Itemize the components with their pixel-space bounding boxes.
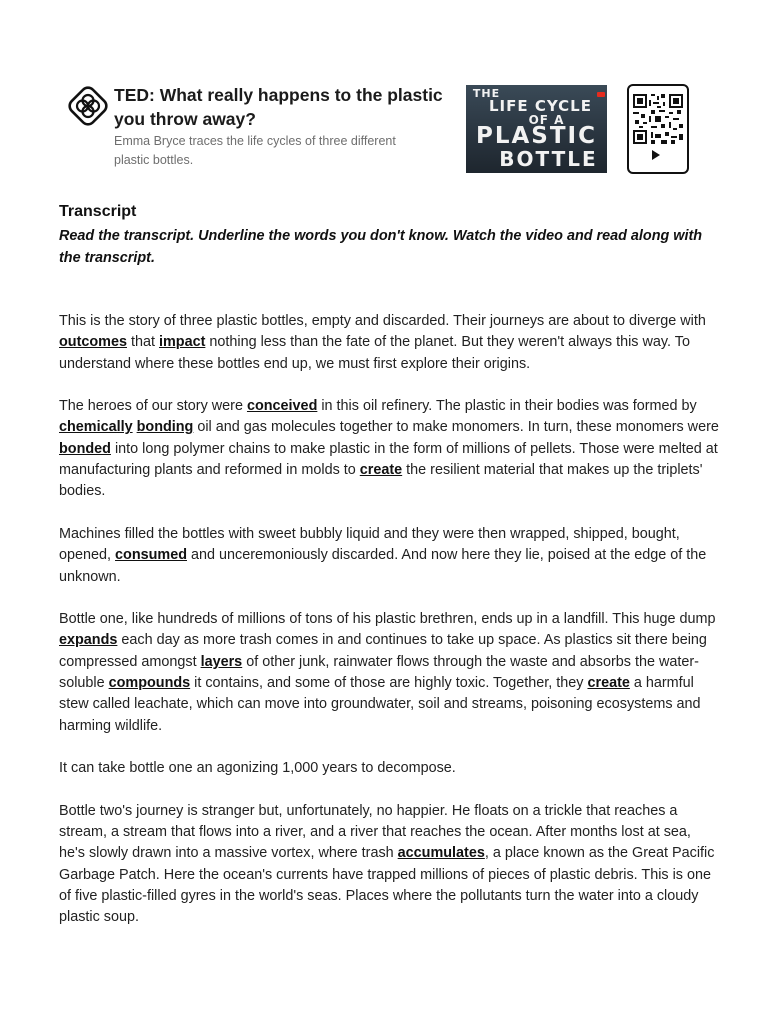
qr-code-card[interactable]: [627, 84, 689, 174]
transcript-text: into long polymer chains to make plastic in the form of millions of pellets. Those were melted at manufacturing plants and reformed in molds to: [59, 440, 718, 479]
vocab-word: consumed: [115, 547, 187, 564]
vocab-word: create: [587, 675, 630, 692]
transcript-text: of other junk, rainwater flows through the waste and absorbs the water-soluble: [59, 653, 699, 692]
thumbnail-text: PLASTIC: [475, 123, 597, 149]
thumbnail-text: THE: [472, 87, 501, 100]
transcript-text: The heroes of our story were: [59, 398, 247, 415]
transcript-text: , a place known as the Great Pacific Garbage Patch. Here the ocean's currents have trapped millions of pieces of plastic debris. This is one of five plastic-filled gyres in the world's seas. Places where the pollutants turn the water into a cloudy plastic soup.: [59, 845, 715, 926]
vocab-word: impact: [158, 334, 206, 351]
transcript-text: each day as more trash comes in and continues to take up space. As plastics sit there being compressed amongst: [59, 632, 707, 670]
transcript-text: This is the story of three plastic bottles, empty and discarded. Their journeys are about to diverge with: [59, 313, 706, 329]
transcript-text: it contains, and some of those are highly toxic. Together, they: [190, 675, 588, 692]
transcript-text: Bottle two's journey is stranger but, unfortunately, no happier. He floats on a trickle that reaches a stream, a stream that flows into a river, and a river that reaches the ocean. After months lost at sea, he's slowly drawn into a massive vortex, where trash: [59, 802, 691, 862]
transcript-text: the resilient material that makes up the triplets' bodies.: [59, 462, 703, 500]
ted-ed-knot-icon: [66, 84, 110, 128]
vocab-word: chemically: [59, 419, 133, 436]
video-description: Emma Bryce traces the life cycles of three different plastic bottles.: [114, 134, 396, 167]
play-icon: [652, 150, 660, 160]
vocab-word: bonded: [59, 440, 111, 457]
transcript-text: oil and gas molecules together to make monomers. In turn, these monomers were: [193, 419, 719, 436]
vocab-word: bonding: [136, 419, 194, 436]
transcript-paragraph: [59, 311, 719, 375]
transcript-paragraph: [59, 609, 719, 737]
vocab-word: compounds: [108, 675, 191, 692]
vocab-word: expands: [59, 632, 118, 649]
vocab-word: create: [359, 462, 403, 479]
transcript-text: and unceremoniously discarded. And now here they lie, poised at the edge of the unknown.: [59, 547, 707, 585]
section-title: Transcript: [59, 203, 137, 220]
transcript-text: nothing less than the fate of the planet. But they weren't always this way. To understand where these bottles end up, we must first explore their origins.: [59, 334, 690, 372]
transcript-paragraph: [59, 524, 719, 588]
transcript-paragraph: [59, 396, 719, 502]
transcript-paragraph: [59, 758, 719, 779]
transcript-text: Machines filled the bottles with sweet bubbly liquid and they were then wrapped, shipped, bought, opened,: [59, 525, 680, 564]
transcript-paragraph: [59, 801, 719, 929]
vocab-word: accumulates: [397, 845, 485, 862]
lesson-header: [66, 84, 716, 176]
ted-badge-icon: [597, 92, 605, 97]
qr-code-icon: [633, 94, 683, 144]
instructions: Read the transcript. Underline the words you don't know. Watch the video and read along with the transcript.: [59, 228, 703, 266]
vocab-word: outcomes: [59, 334, 127, 351]
transcript-text: It can take bottle one an agonizing 1,000 years to decompose.: [59, 760, 456, 777]
thumbnail-text: LIFE CYCLE: [488, 97, 592, 115]
video-title: TED: What really happens to the plastic you throw away?: [114, 85, 443, 129]
vocab-word: layers: [200, 653, 243, 670]
transcript-text: a harmful stew called leachate, which can move into groundwater, soil and streams, poisoning ecosystems and harming wildlife.: [59, 675, 701, 734]
video-thumbnail[interactable]: [466, 85, 607, 173]
vocab-word: conceived: [246, 398, 318, 415]
thumbnail-text: BOTTLE: [499, 147, 598, 171]
thumbnail-text: OF A: [528, 113, 565, 127]
transcript-text: Bottle one, like hundreds of millions of tons of his plastic brethren, ends up in a landfill. This huge dump: [59, 611, 716, 628]
transcript-text: in this oil refinery. The plastic in their bodies was formed by: [317, 398, 697, 415]
transcript-text: that: [126, 334, 159, 351]
transcript-body: [59, 311, 719, 950]
